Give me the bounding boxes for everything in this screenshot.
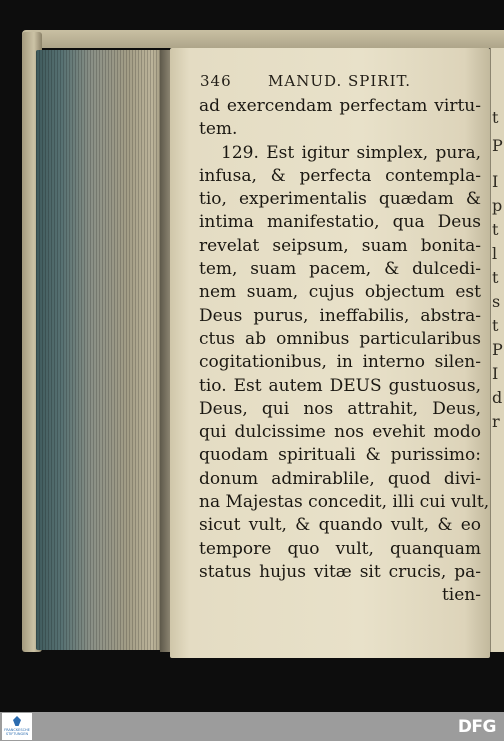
text-line: revelat seipsum, suam bonita-: [199, 235, 481, 256]
logo-emblem-icon: [13, 716, 21, 726]
text-line: tempore quo vult, quanquam: [199, 538, 481, 559]
edge-letter: P: [492, 136, 503, 155]
text-line: na Majestas concedit, illi cui vult,: [199, 492, 490, 513]
edge-letter: P: [492, 340, 503, 359]
facing-page-edge: [490, 48, 504, 652]
text-line: sicut vult, & quando vult, & eo: [199, 515, 481, 536]
text-line: infusa, & perfecta contempla-: [199, 165, 481, 186]
edge-letter: p: [492, 196, 503, 215]
edge-letter: l: [492, 244, 498, 263]
text-line: qui dulcissime nos evehit modo: [199, 422, 481, 443]
text-line: tem.: [199, 119, 238, 140]
text-line: nem suam, cujus objectum est: [199, 282, 481, 303]
edge-letter: r: [492, 412, 500, 431]
edge-letter: s: [492, 292, 501, 311]
edge-letter: d: [492, 388, 503, 407]
logo-label: FRANCKESCHE STIFTUNGEN: [4, 728, 30, 736]
page-block-edges: [36, 50, 168, 650]
dfg-logo[interactable]: DFG: [457, 717, 496, 737]
edge-letter: t: [492, 316, 499, 335]
text-block: [199, 95, 490, 608]
text-line: status hujus vitæ sit crucis, pa-: [199, 561, 481, 582]
text-line: quodam spirituali & purissimo:: [199, 445, 481, 466]
text-line: tio. Est autem DEUS gustuosus,: [199, 375, 481, 396]
running-head: MANUD. SPIRIT.: [268, 72, 412, 90]
page-header: [200, 71, 480, 91]
text-line: 129. Est igitur simplex, pura,: [221, 142, 481, 163]
edge-letter: I: [492, 364, 499, 383]
catchword: tien-: [441, 585, 481, 606]
edge-letter: t: [492, 220, 499, 239]
text-line: tio, experimentalis quædam &: [199, 189, 481, 210]
edge-letter: t: [492, 108, 499, 127]
text-line: tem, suam pacem, & dulcedi-: [199, 259, 481, 280]
francke-foundations-logo[interactable]: [2, 713, 32, 740]
book-cover-top: [22, 30, 504, 48]
text-line: intima manifestatio, qua Deus: [199, 212, 481, 233]
text-line: Deus purus, ineffabilis, abstra-: [199, 305, 481, 326]
text-line: donum admirablile, quod divi-: [199, 468, 481, 489]
edge-letter: I: [492, 172, 499, 191]
text-line: ctus ab omnibus particularibus: [199, 328, 481, 349]
page-number: 346: [200, 72, 232, 90]
edge-letter: t: [492, 268, 499, 287]
text-line: Deus, qui nos attrahit, Deus,: [199, 398, 481, 419]
viewer-footer-bar: [0, 712, 504, 741]
text-line: cogitationibus, in interno silen-: [199, 352, 481, 373]
text-line: ad exercendam perfectam virtu-: [199, 96, 481, 116]
